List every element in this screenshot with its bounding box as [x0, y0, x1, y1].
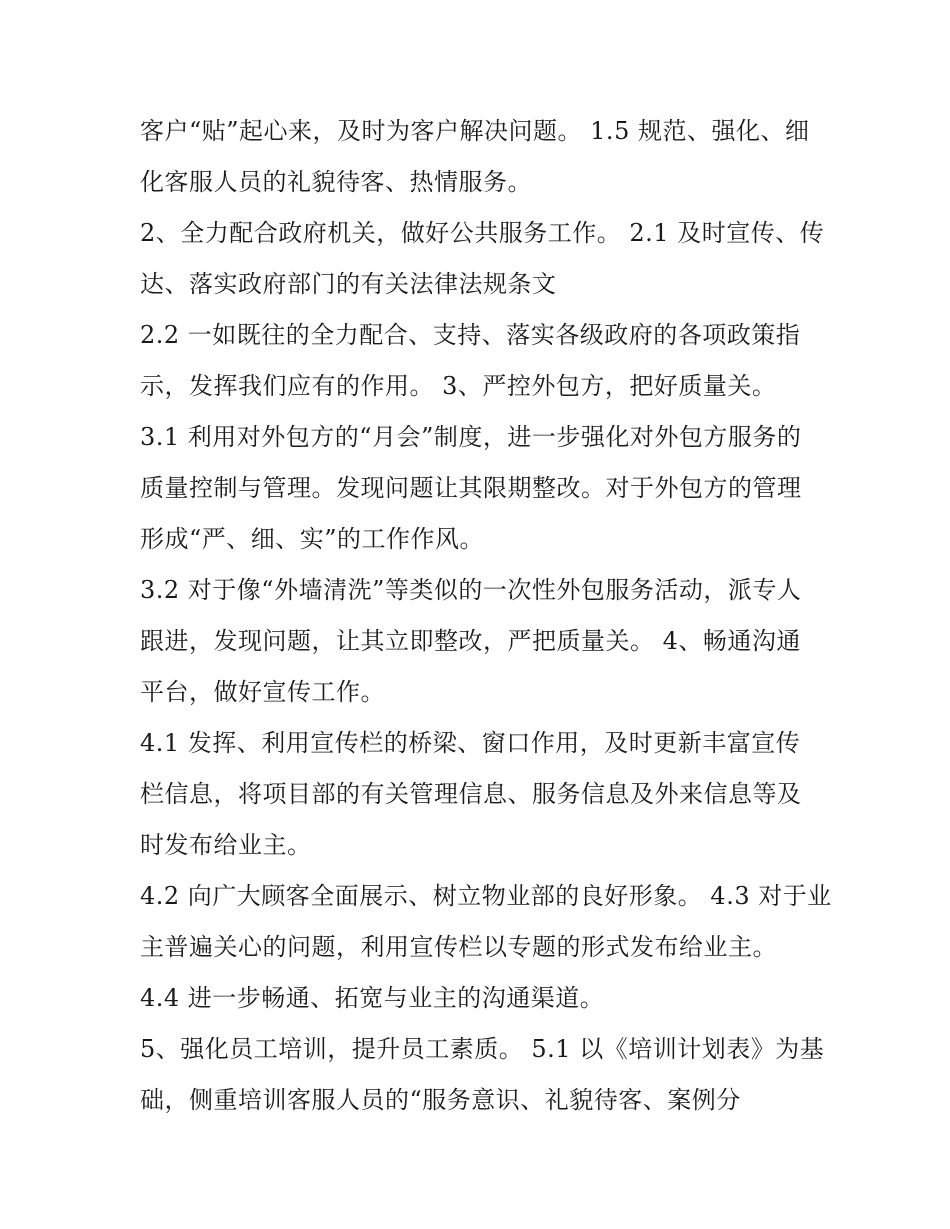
text-line: 3.1 利用对外包方的“月会”制度，进一步强化对外包方服务的	[140, 423, 802, 451]
document-body	[140, 106, 830, 1126]
text-line: 4.1 发挥、利用宣传栏的桥梁、窗口作用，及时更新丰富宣传	[140, 729, 801, 757]
text-line: 5、强化员工培训，提升员工素质。 5.1 以《培训计划表》为基	[140, 1035, 825, 1063]
text-line: 2.2 一如既往的全力配合、支持、落实各级政府的各项政策指	[140, 321, 801, 349]
text-line: 平台，做好宣传工作。	[140, 678, 385, 706]
text-line: 4.2 向广大顾客全面展示、树立物业部的良好形象。 4.3 对于业	[140, 882, 832, 910]
text-line: 质量控制与管理。发现问题让其限期整改。对于外包方的管理	[140, 474, 802, 502]
text-line: 形成“严、细、实”的工作作风。	[140, 525, 485, 553]
text-line: 客户“贴”起心来，及时为客户解决问题。 1.5 规范、强化、细	[140, 117, 810, 145]
text-line: 4.4 进一步畅通、拓宽与业主的沟通渠道。	[140, 984, 605, 1012]
text-line: 示，发挥我们应有的作用。 3、严控外包方，把好质量关。	[140, 372, 777, 400]
text-line: 主普遍关心的问题，利用宣传栏以专题的形式发布给业主。	[140, 933, 777, 961]
text-line: 2、全力配合政府机关，做好公共服务工作。 2.1 及时宣传、传	[140, 219, 825, 247]
text-line: 栏信息，将项目部的有关管理信息、服务信息及外来信息等及	[140, 780, 802, 808]
text-line: 础，侧重培训客服人员的“服务意识、礼貌待客、案例分	[140, 1086, 741, 1114]
text-line: 时发布给业主。	[140, 831, 312, 859]
text-line: 3.2 对于像“外墙清洗”等类似的一次性外包服务活动，派专人	[140, 576, 802, 604]
text-line: 达、落实政府部门的有关法律法规条文	[140, 270, 557, 298]
text-line: 跟进，发现问题，让其立即整改，严把质量关。 4、畅通沟通	[140, 627, 801, 655]
text-line: 化客服人员的礼貌待客、热情服务。	[140, 168, 532, 196]
